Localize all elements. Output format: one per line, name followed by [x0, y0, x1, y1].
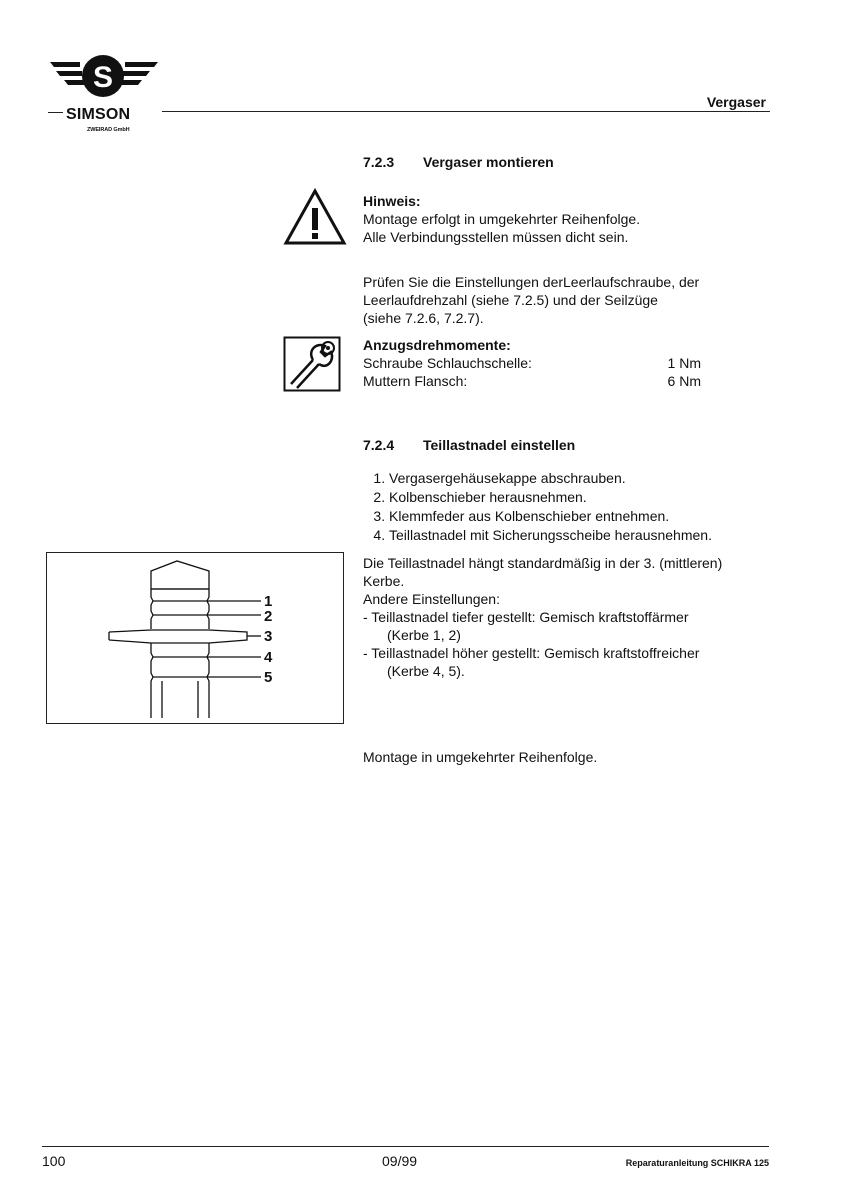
steps-list	[363, 469, 783, 545]
footer-rule	[42, 1146, 769, 1147]
setting-line-cont: (Kerbe 1, 2)	[387, 627, 461, 643]
needle-diagram	[46, 552, 344, 724]
torque-row	[363, 354, 701, 372]
header-title: Vergaser	[706, 94, 766, 110]
section-number: 7.2.3	[363, 154, 395, 170]
setting-line-cont: (Kerbe 4, 5).	[387, 663, 465, 679]
wrench-torque-icon	[283, 336, 341, 392]
svg-text:S: S	[92, 61, 114, 94]
section-number: 7.2.4	[363, 437, 395, 453]
notch-label: 4	[264, 649, 273, 666]
needle-description	[363, 554, 783, 680]
simson-logo	[50, 52, 165, 147]
steps-list-wrap	[363, 469, 783, 545]
note-line: Montage erfolgt in umgekehrter Reihenfolge.	[363, 211, 641, 227]
logo-brand-text: SIMSON	[66, 106, 131, 123]
issue-date: 09/99	[382, 1153, 418, 1169]
list-item: 4. Teillastnadel mit Sicherungsscheibe herausnehmen.	[389, 526, 783, 545]
list-item: 3. Klemmfeder aus Kolbenschieber entnehmen.	[389, 507, 783, 526]
setting-line: - Teillastnadel höher gestellt: Gemisch kraftstoffreicher	[363, 645, 700, 661]
torque-block	[363, 336, 723, 390]
section-title: Vergaser montieren	[423, 154, 554, 170]
header-rule-left	[48, 112, 63, 113]
description-line: Die Teillastnadel hängt standardmäßig in der 3. (mittleren)	[363, 555, 723, 571]
description-line: Kerbe.	[363, 573, 405, 589]
note-heading: Hinweis:	[363, 193, 421, 209]
section-heading-7-2-4	[363, 437, 575, 453]
note-line: Alle Verbindungsstellen müssen dicht sein.	[363, 229, 629, 245]
notch-label: 3	[264, 628, 273, 645]
notch-label: 1	[264, 593, 273, 610]
document-title: Reparaturanleitung SCHIKRA 125	[625, 1158, 769, 1168]
torque-label: Muttern Flansch:	[363, 373, 468, 389]
warning-triangle-icon	[283, 188, 347, 246]
torque-value: 1 Nm	[667, 355, 701, 371]
notch-label: 2	[264, 608, 273, 625]
page-number: 100	[42, 1153, 66, 1169]
paragraph-line: Leerlaufdrehzahl (siehe 7.2.5) und der Seilzüge	[363, 292, 658, 308]
list-item: 1. Vergasergehäusekappe abschrauben.	[389, 469, 783, 488]
torque-heading: Anzugsdrehmomente:	[363, 337, 511, 353]
notch-label: 5	[264, 669, 273, 686]
closing-text: Montage in umgekehrter Reihenfolge.	[363, 749, 598, 765]
simson-wing-emblem-icon	[50, 52, 165, 107]
torque-row	[363, 372, 701, 390]
other-settings-heading: Andere Einstellungen:	[363, 591, 500, 607]
section-heading-7-2-3	[363, 154, 554, 170]
header-rule	[162, 111, 770, 112]
paragraph-line: Prüfen Sie die Einstellungen derLeerlaufschraube, der	[363, 274, 700, 290]
note-block	[363, 192, 763, 246]
list-item: 2. Kolbenschieber herausnehmen.	[389, 488, 783, 507]
check-paragraph	[363, 273, 783, 327]
torque-label: Schraube Schlauchschelle:	[363, 355, 532, 371]
logo-sub-text: ZWEIRAD GmbH	[87, 127, 130, 133]
needle-notch-drawing	[47, 553, 343, 723]
torque-value: 6 Nm	[667, 373, 701, 389]
setting-line: - Teillastnadel tiefer gestellt: Gemisch kraftstoffärmer	[363, 609, 689, 625]
paragraph-line: (siehe 7.2.6, 7.2.7).	[363, 310, 484, 326]
section-title: Teillastnadel einstellen	[423, 437, 576, 453]
